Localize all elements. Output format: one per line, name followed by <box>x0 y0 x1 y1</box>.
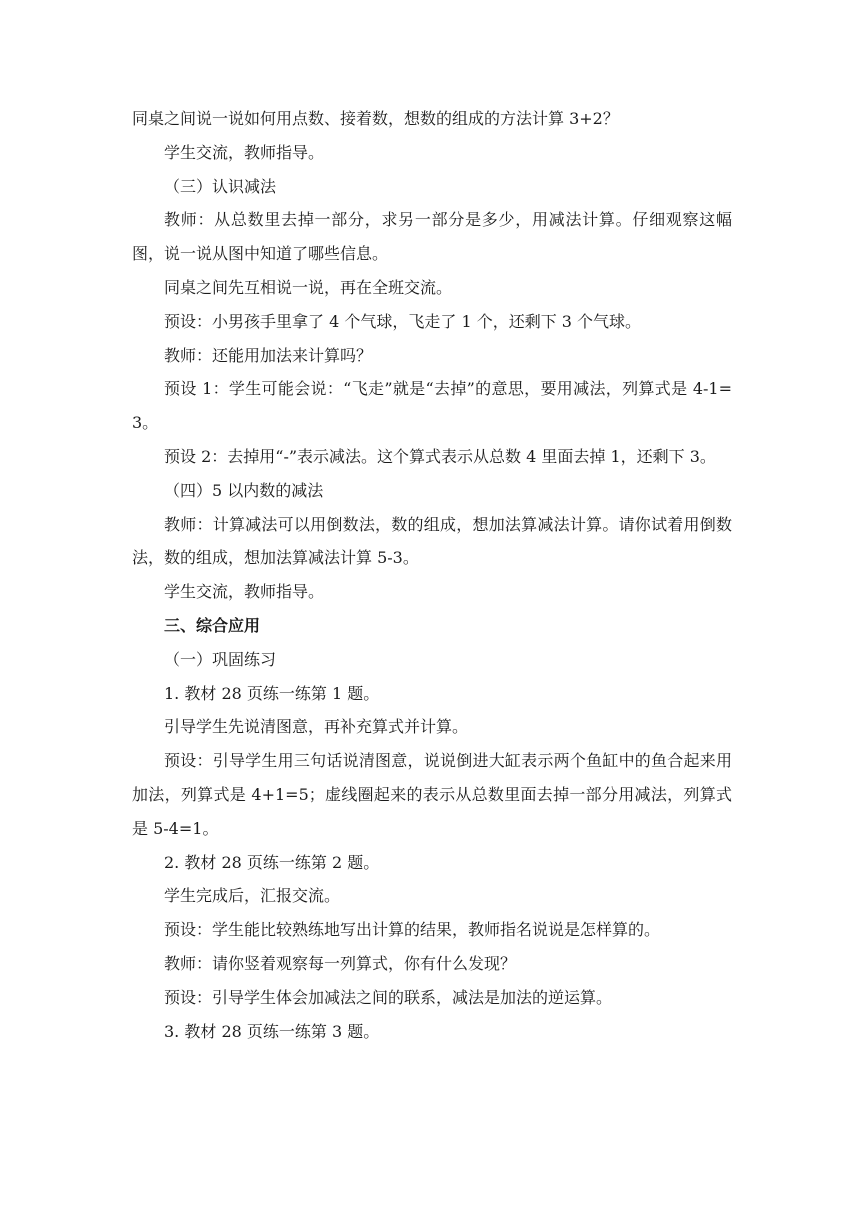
paragraph: 预设：小男孩手里拿了 4 个气球，飞走了 1 个，还剩下 3 个气球。 <box>164 311 642 331</box>
chapter-heading: 三、综合应用 <box>164 615 261 635</box>
paragraph: 预设：引导学生体会加减法之间的联系，减法是加法的逆运算。 <box>164 987 613 1007</box>
paragraph: 预设 1：学生可能会说：“飞走”就是“去掉”的意思，要用减法，列算式是 4-1=3。 <box>132 379 732 433</box>
document-body <box>132 102 732 1048</box>
paragraph: 学生交流，教师指导。 <box>164 142 325 162</box>
section-heading: （四）5 以内数的减法 <box>164 480 324 500</box>
paragraph: 教师：计算减法可以用倒数法，数的组成，想加法算减法计算。请你试着用倒数法，数的组成，想加法算减法计算 5-3。 <box>132 514 732 568</box>
section-heading: （一）巩固练习 <box>164 649 277 669</box>
section-heading: （三）认识减法 <box>164 176 277 196</box>
exercise-item: 3. 教材 28 页练一练第 3 题。 <box>164 1021 380 1041</box>
exercise-item: 2. 教材 28 页练一练第 2 题。 <box>164 852 380 872</box>
paragraph: 教师：从总数里去掉一部分，求另一部分是多少，用减法计算。仔细观察这幅图，说一说从图中知道了哪些信息。 <box>132 210 732 264</box>
paragraph: 引导学生先说清图意，再补充算式并计算。 <box>164 717 469 737</box>
paragraph: 学生交流，教师指导。 <box>164 582 325 602</box>
paragraph: 预设 2：去掉用“-”表示减法。这个算式表示从总数 4 里面去掉 1，还剩下 3。 <box>164 446 716 466</box>
paragraph: 预设：学生能比较熟练地写出计算的结果，教师指名说说是怎样算的。 <box>164 920 661 940</box>
paragraph: 教师：还能用加法来计算吗？ <box>164 345 373 365</box>
paragraph: 同桌之间先互相说一说，再在全班交流。 <box>164 277 453 297</box>
paragraph: 预设：引导学生用三句话说清图意，说说倒进大缸表示两个鱼缸中的鱼合起来用加法，列算式是 4+1=5；虚线圈起来的表示从总数里面去掉一部分用减法，列算式是 5-4=1。 <box>132 751 732 838</box>
paragraph: 教师：请你竖着观察每一列算式，你有什么发现？ <box>164 953 517 973</box>
paragraph: 同桌之间说一说如何用点数、接着数，想数的组成的方法计算 3+2？ <box>132 109 619 128</box>
exercise-item: 1. 教材 28 页练一练第 1 题。 <box>164 683 380 703</box>
paragraph: 学生完成后，汇报交流。 <box>164 886 341 906</box>
